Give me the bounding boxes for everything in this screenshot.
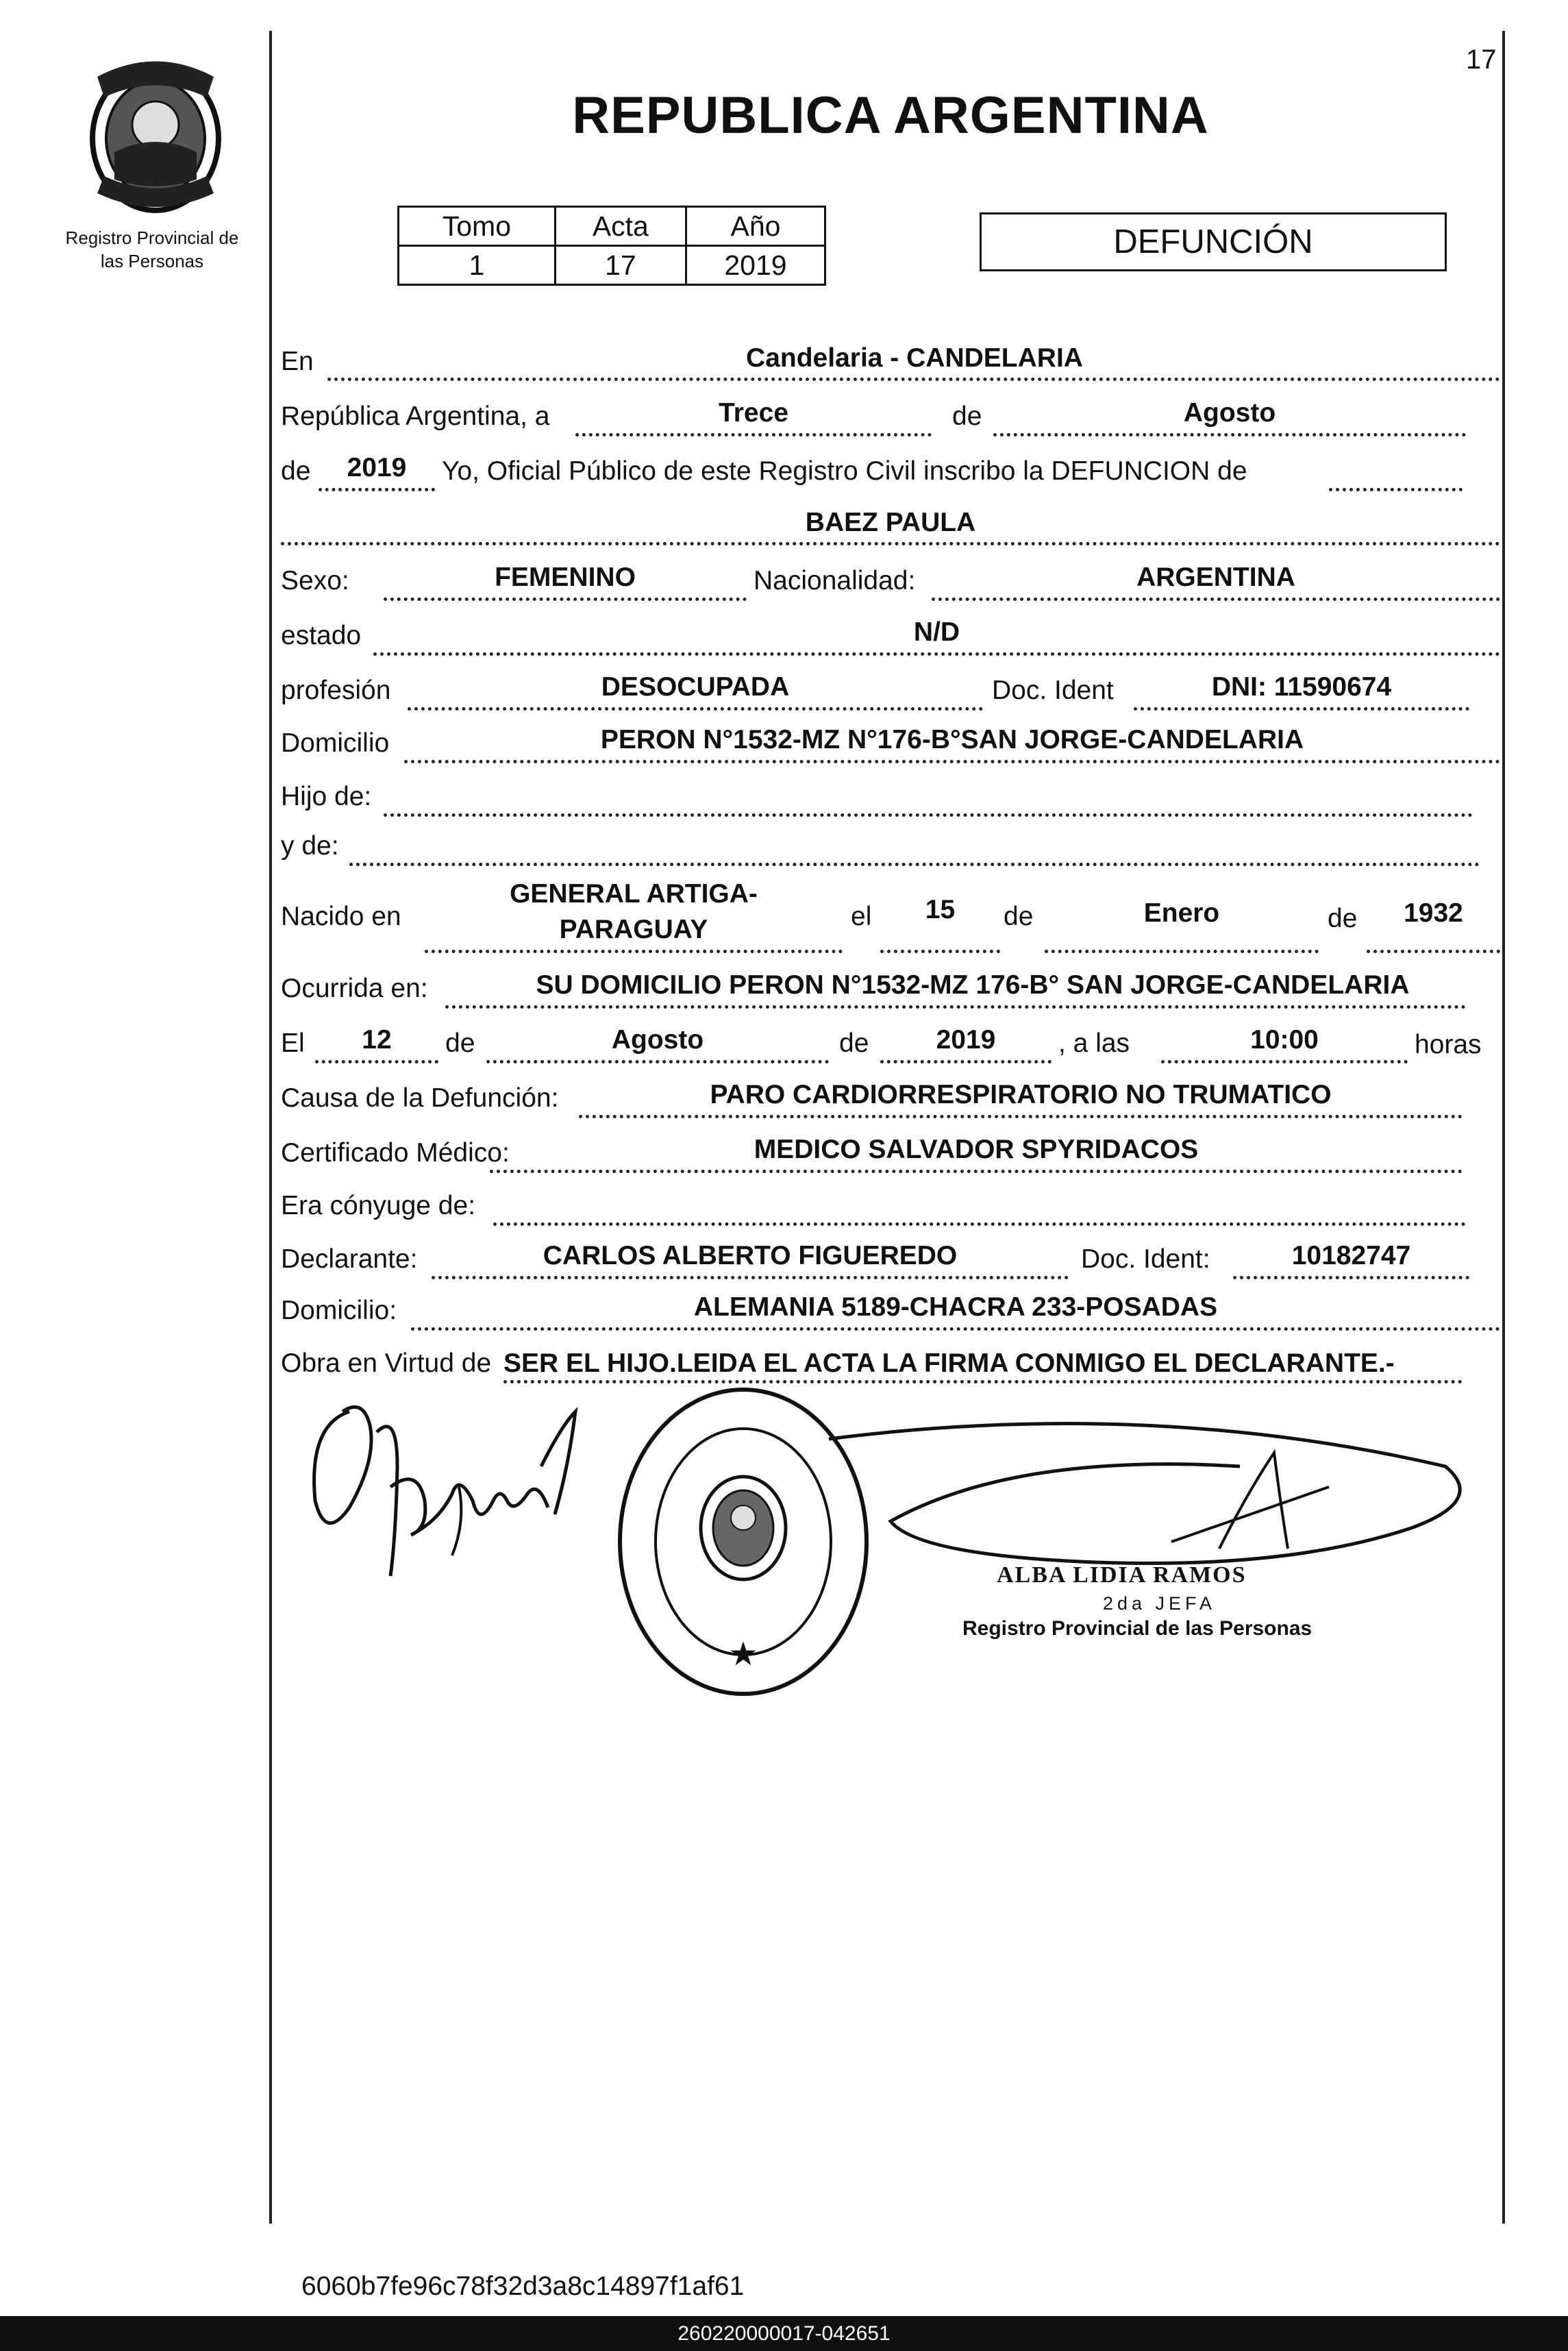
domicilio-label: Domicilio	[281, 728, 390, 758]
right-margin-line	[1502, 31, 1505, 2224]
certificado-label: Certificado Médico:	[281, 1138, 510, 1168]
dotted-line	[993, 433, 1466, 436]
dotted-line	[281, 542, 1500, 545]
de5-label: de	[445, 1029, 475, 1058]
dotted-line	[1329, 488, 1463, 491]
de6-label: de	[839, 1029, 869, 1058]
document-hash: 6060b7fe96c78f32d3a8c14897f1af61	[301, 2272, 745, 2301]
act-type-box: DEFUNCIÓN	[980, 212, 1447, 271]
dotted-line	[432, 1276, 1069, 1279]
dotted-line	[384, 813, 1473, 817]
de4-label: de	[1328, 904, 1358, 933]
obra-value: SER EL HIJO.LEIDA EL ACTA LA FIRMA CONMIGO EL DECLARANTE.-	[503, 1349, 1395, 1378]
doc2-value: 10182747	[1291, 1241, 1411, 1270]
profesion-value: DESOCUPADA	[601, 672, 790, 702]
hijo-label: Hijo de:	[281, 782, 372, 811]
page-number: 17	[1466, 45, 1497, 75]
doc-ident-label: Doc. Ident	[992, 676, 1114, 705]
de2-label: de	[281, 456, 311, 486]
dotted-line	[349, 863, 1480, 866]
official-signature	[808, 1412, 1493, 1576]
estado-value: N/D	[913, 617, 960, 647]
svg-text:★: ★	[728, 1636, 758, 1673]
declarante-label: Declarante:	[281, 1244, 418, 1274]
horas-label: horas	[1415, 1030, 1482, 1059]
year-value: 2019	[347, 453, 407, 482]
registry-name	[42, 226, 262, 273]
official-organization: Registro Provincial de las Personas	[962, 1617, 1312, 1640]
obra-label: Obra en Virtud de	[281, 1349, 492, 1378]
nacionalidad-value: ARGENTINA	[1136, 563, 1295, 592]
dotted-line	[1045, 950, 1319, 953]
causa-value: PARO CARDIORRESPIRATORIO NO TRUMATICO	[710, 1080, 1332, 1109]
registry-line-2: las Personas	[100, 251, 204, 271]
death-month: Agosto	[611, 1025, 704, 1055]
dotted-line	[932, 598, 1500, 601]
dotted-line	[404, 760, 1500, 763]
a-las-label: , a las	[1058, 1029, 1130, 1058]
tomo-header: Tomo	[399, 207, 556, 246]
certificado-value: MEDICO SALVADOR SPYRIDACOS	[754, 1135, 1199, 1164]
de3-label: de	[1004, 902, 1034, 931]
dotted-line	[384, 598, 747, 601]
page-title: REPUBLICA ARGENTINA	[572, 86, 1209, 145]
conyuge-label: Era cónyuge de:	[281, 1191, 476, 1220]
causa-label: Causa de la Defunción:	[281, 1083, 559, 1113]
birth-day: 15	[925, 895, 956, 924]
day-value: Trece	[719, 398, 788, 428]
act-reference-table	[397, 206, 826, 286]
dotted-line	[490, 1170, 1463, 1173]
footer-bar	[0, 2316, 1568, 2351]
domicilio-value: PERON N°1532-MZ N°176-B°SAN JORGE-CANDELARIA	[600, 725, 1304, 754]
profesion-label: profesión	[281, 676, 391, 705]
official-title: 2da JEFA	[1103, 1593, 1217, 1614]
declarante-value: CARLOS ALBERTO FIGUEREDO	[543, 1241, 958, 1270]
birth-month: Enero	[1143, 898, 1220, 928]
republica-label: República Argentina, a	[281, 402, 550, 431]
tomo-value: 1	[399, 246, 556, 285]
de-label: de	[952, 402, 982, 431]
declarant-signature	[301, 1384, 630, 1590]
dotted-line	[319, 488, 435, 491]
birthplace-line-1: GENERAL ARTIGA-	[510, 879, 758, 909]
dotted-line	[486, 1060, 829, 1063]
dotted-line	[880, 1060, 1051, 1063]
doc-ident-value: DNI: 11590674	[1211, 672, 1392, 702]
el2-label: El	[281, 1029, 305, 1058]
dotted-line	[408, 707, 983, 711]
dotted-line	[575, 433, 932, 436]
dotted-line	[1367, 950, 1500, 953]
month-value: Agosto	[1183, 398, 1276, 428]
dotted-line	[1233, 1276, 1469, 1279]
estado-label: estado	[281, 621, 362, 650]
death-place-value: SU DOMICILIO PERON N°1532-MZ 176-B° SAN JORGE-CANDELARIA	[536, 970, 1410, 1000]
birth-year: 1932	[1404, 898, 1463, 928]
ocurrida-label: Ocurrida en:	[281, 974, 428, 1003]
dotted-line	[327, 378, 1500, 381]
dotted-line	[445, 1005, 1466, 1009]
dotted-line	[579, 1115, 1463, 1118]
anio-header: Año	[686, 207, 825, 246]
dotted-line	[373, 652, 1500, 656]
dotted-line	[315, 1060, 438, 1063]
y-de-label: y de:	[281, 831, 339, 861]
dotted-line	[503, 1380, 1463, 1383]
barcode-id: 260220000017-042651	[677, 2322, 891, 2345]
dotted-line	[411, 1327, 1500, 1331]
dotted-line	[1134, 707, 1469, 711]
provincia-misiones-seal	[77, 49, 234, 221]
dotted-line	[1161, 1060, 1408, 1063]
dotted-line	[493, 1222, 1466, 1226]
en-label: En	[281, 347, 314, 376]
registry-line-1: Registro Provincial de	[65, 227, 239, 248]
death-day: 12	[362, 1025, 392, 1055]
dotted-line	[880, 950, 1000, 953]
el-label: el	[851, 902, 872, 931]
inscription-text: Yo, Oficial Público de este Registro Civil inscribo la DEFUNCION de	[442, 456, 1247, 486]
doc2-label: Doc. Ident:	[1081, 1244, 1210, 1274]
official-name: ALBA LIDIA RAMOS	[997, 1562, 1247, 1588]
acta-value: 17	[555, 246, 686, 285]
anio-value: 2019	[686, 246, 825, 285]
domicilio2-value: ALEMANIA 5189-CHACRA 233-POSADAS	[693, 1292, 1218, 1322]
deceased-name: BAEZ PAULA	[805, 508, 976, 537]
dotted-line	[425, 950, 843, 953]
acta-header: Acta	[555, 207, 686, 246]
sexo-value: FEMENINO	[495, 563, 636, 592]
nacionalidad-label: Nacionalidad:	[754, 566, 916, 595]
left-margin-line	[269, 31, 272, 2224]
nacido-label: Nacido en	[281, 902, 401, 931]
death-year: 2019	[936, 1025, 996, 1055]
place-value: Candelaria - CANDELARIA	[746, 343, 1083, 373]
birthplace-line-2: PARAGUAY	[559, 915, 708, 944]
sexo-label: Sexo:	[281, 566, 349, 595]
death-time: 10:00	[1250, 1025, 1319, 1055]
domicilio2-label: Domicilio:	[281, 1296, 397, 1325]
